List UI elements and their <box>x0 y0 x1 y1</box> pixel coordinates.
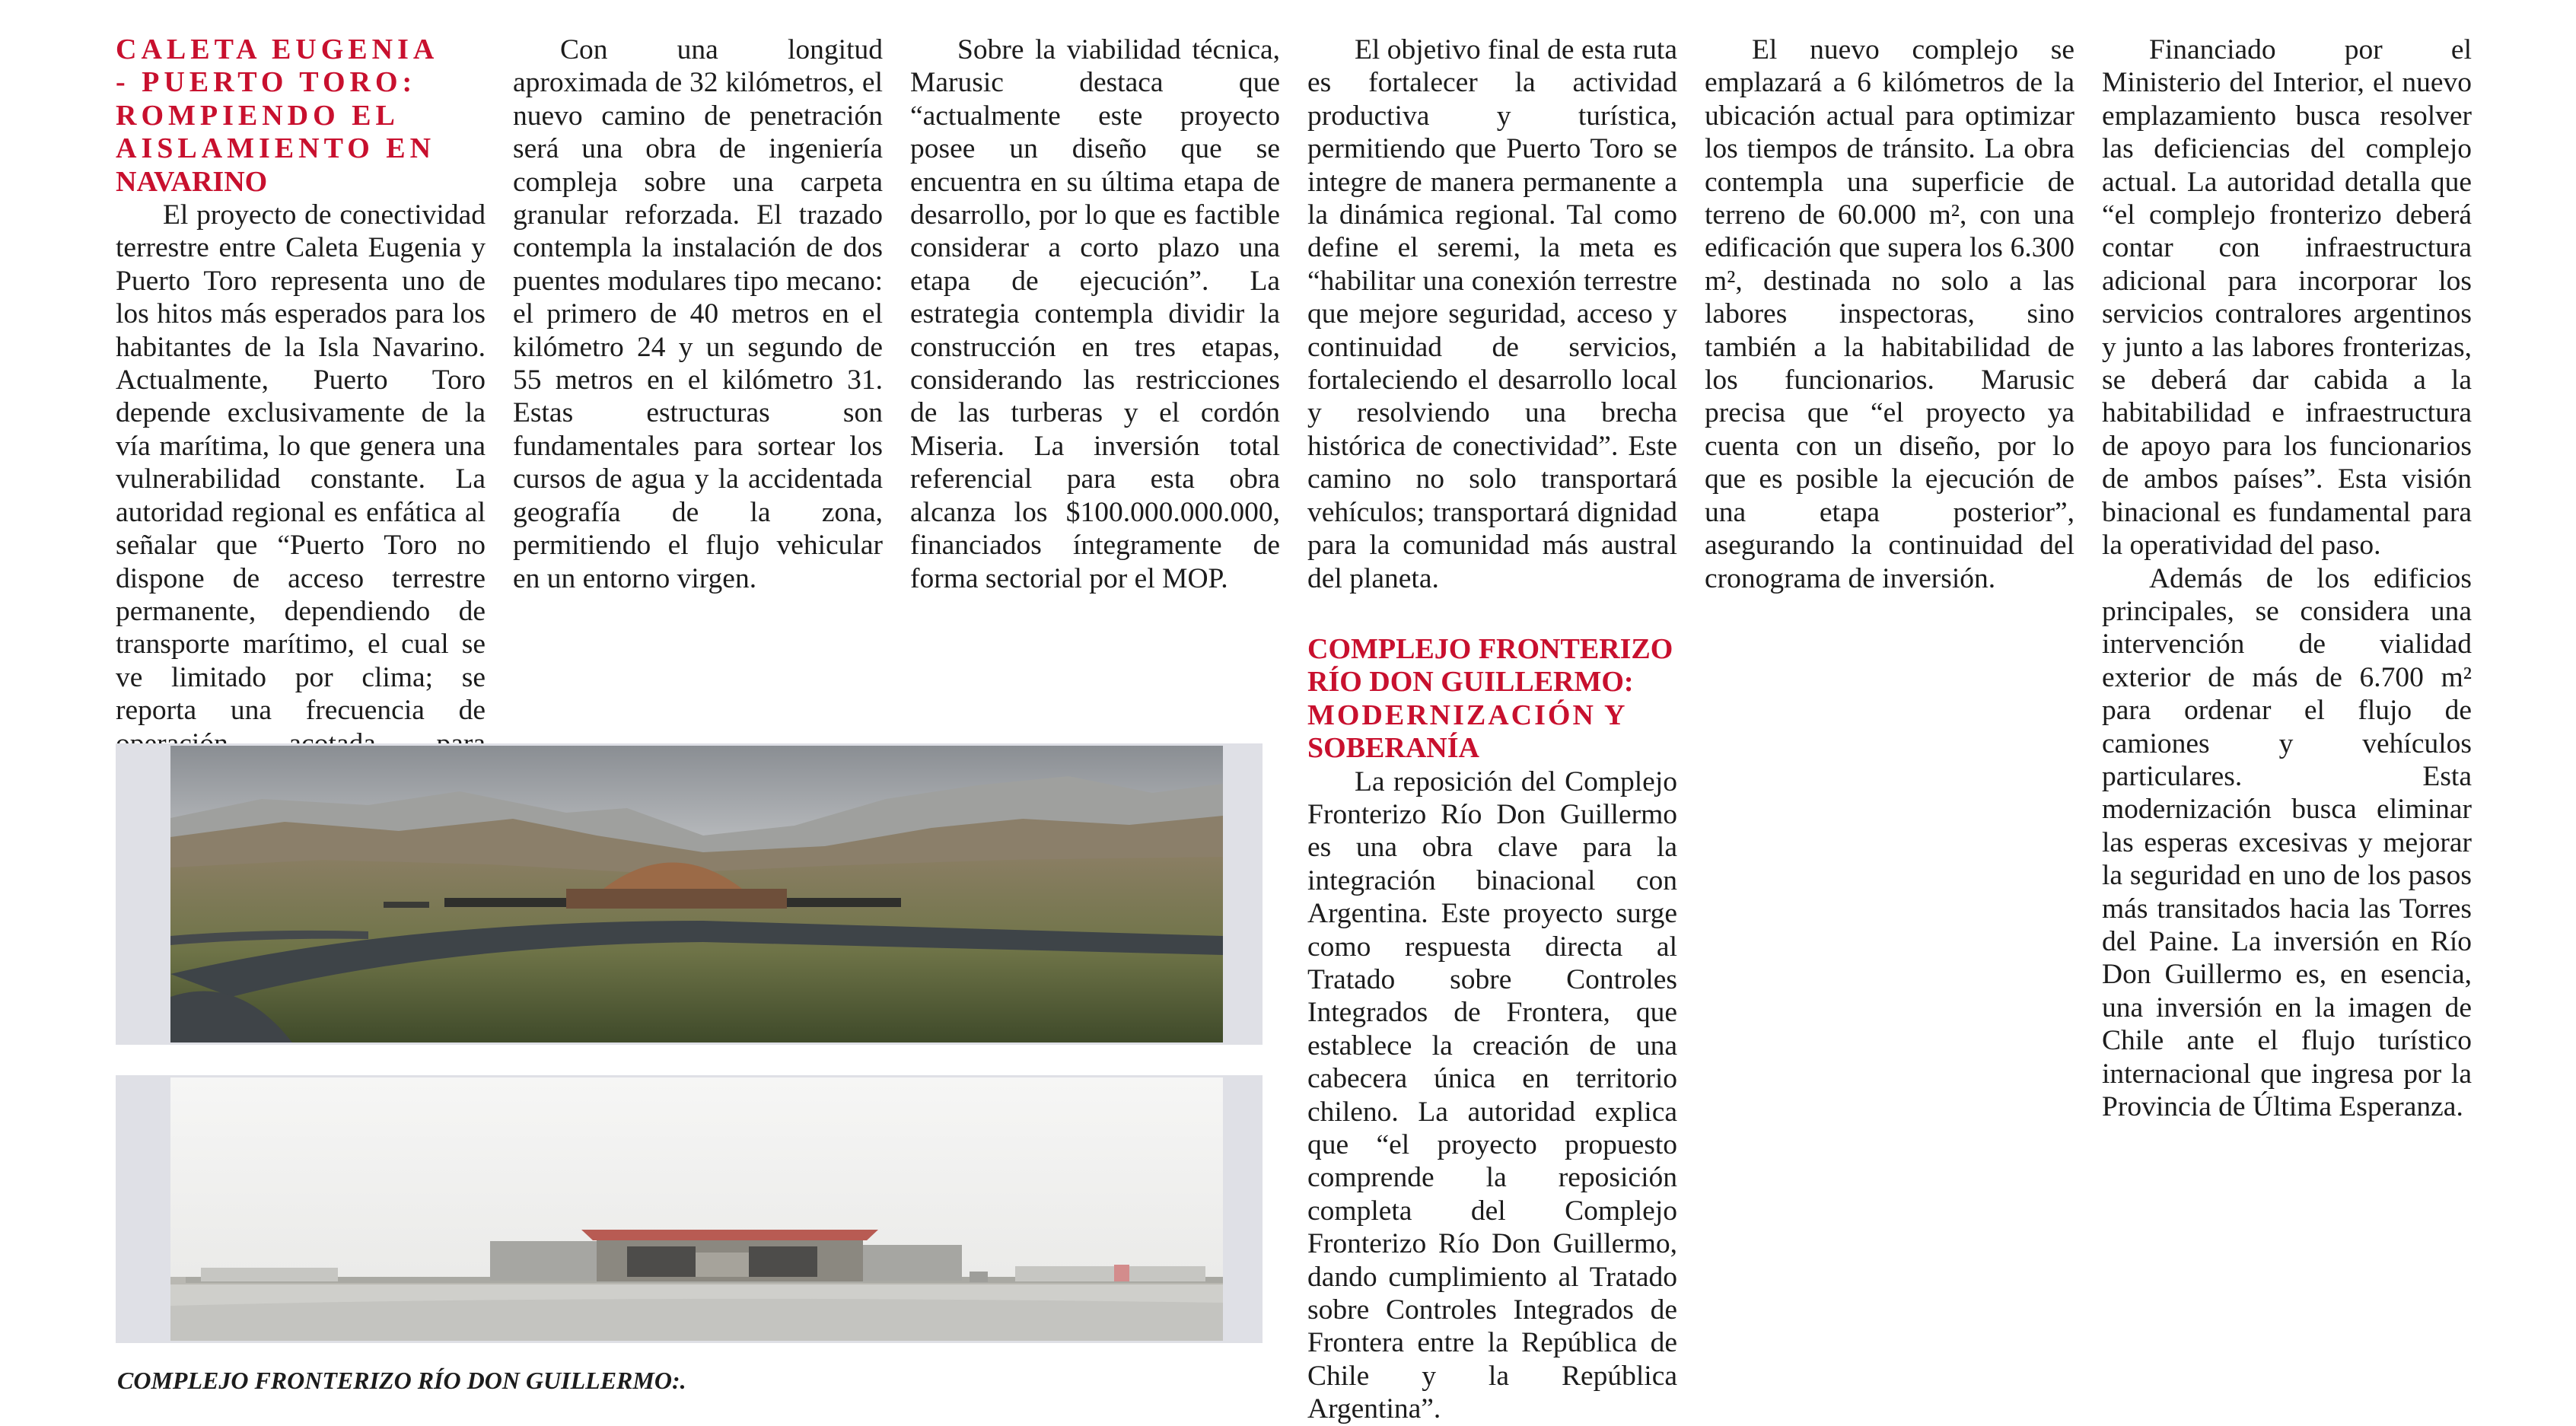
article-paragraph: Con una longitud aproximada de 32 kilómetros, el nuevo camino de penetración será una obra de ingeniería compleja sobre una carpeta granular reforzada. El trazado contempla la instalación de dos puentes modulares tipo mecano: el primero de 40 metros en el kilómetro 24 y un segundo de 55 metros en el kilómetro 31. Estas estructuras son fundamentales para sortear los cursos de agua y la accidentada geografía de la zona, permitiendo el flujo vehicular en un entorno virgen. <box>513 34 883 594</box>
text-column-4 <box>1307 33 1677 1426</box>
text-column-3 <box>910 33 1280 595</box>
text-column-6 <box>2102 33 2472 1123</box>
article-paragraph: El nuevo complejo se emplazará a 6 kilómetros de la ubicación actual para optimizar los tiempos de tránsito. La obra contempla una superficie de terreno de 60.000 m², con una edificación que supera los 6.300 m², destinada no solo a las labores inspectoras, sino también a la habitabilidad de los funcionarios. Marusic precisa que “el proyecto ya cuenta con un diseño, por lo que es posible la ejecución de una etapa posterior”, asegurando la continuidad del cronograma de inversión. <box>1705 34 2074 594</box>
article-paragraph: Sobre la viabilidad técnica, Marusic destaca que “actualmente este proyecto posee un diseño que se encuentra en su última etapa de desarrollo, por lo que es factible considerar a corto plazo una etapa de ejecución”. La estrategia contempla dividir la construcción en tres etapas, considerando las restricciones de las turberas y el cordón Miseria. La inversión total referencial para esta obra alcanza los $100.000.000.000, financiados íntegramente de forma sectorial por el MOP. <box>910 34 1280 594</box>
section-heading-caleta-eugenia: CALETA EUGENIA - PUERTO TORO: ROMPIENDO EL AISLAMIENTO EN NAVARINO <box>116 33 439 198</box>
article-paragraph: Financiado por el Ministerio del Interior, el nuevo emplazamiento busca resolver las deficiencias del complejo actual. La autoridad detalla que “el complejo fronterizo deberá contar con infraestructura adicional para incorporar los servicios contralores argentinos y junto a las labores fronterizas, se deberá dar cabida a la habitabilidad e infraestructura de apoyo para los funcionarios de ambos países”. Esta visión binacional es fundamental para la operatividad del paso. <box>2102 34 2472 562</box>
section-heading-rio-don-guillermo: COMPLEJO FRONTERIZO RÍO DON GUILLERMO: MODERNIZACIÓN Y SOBERANÍA <box>1307 632 1673 765</box>
article-paragraph: El proyecto de conectividad terrestre entre Caleta Eugenia y Puerto Toro representa uno de los hitos más esperados para los habitantes de la Isla Navarino. Actualmente, Puerto Toro depende exclusivamente de la vía marítima, lo que genera una vulnerabilidad constante. La autoridad regional es enfática al señalar que “Puerto Toro no dispone de acceso terrestre permanente, dependiendo de transporte marítimo, el cual se ve limitado por clima; se reporta una frecuencia de <box>116 199 486 727</box>
article-paragraph: El objetivo final de esta ruta es fortalecer la actividad productiva y turística, permitiendo que Puerto Toro se integre de manera permanente a la dinámica regional. Tal como define el seremi, la meta es “habilitar una conexión terrestre que mejore seguridad, acceso y continuidad de servicios, fortaleciendo el desarrollo local y resolviendo una brecha histórica de conectividad”. Este camino no solo transportará vehículos; transportará dignidad para la comunidad más austral del planeta. <box>1307 34 1677 594</box>
complex-rendering-landscape-image <box>170 746 1223 1042</box>
article-paragraph: La reposición del Complejo Fronterizo Río Don Guillermo es una obra clave para la integración binacional con Argentina. Este proyecto surge como respuesta directa al Tratado sobre Controles Integrados de Frontera, que establece la creación de una cabecera única en territorio chileno. La autoridad explica que “el proyecto propuesto comprende la reposición completa del Complejo Fronterizo Río Don Guillermo, dando cumplimiento al Tratado sobre Controles Integrados de Frontera entre la República de Chile y la República Argentina”. <box>1307 766 1677 1425</box>
photo-caption: COMPLEJO FRONTERIZO RÍO DON GUILLERMO:. <box>117 1367 686 1394</box>
article-paragraph: Además de los edificios principales, se considera una intervención de vialidad exterior de más de 6.700 m² para ordenar el flujo de camiones y vehículos particulares. Esta modernización busca eliminar las esperas excesivas y mejorar la seguridad en uno de los pasos más transitados hacia las Torres del Paine. La inversión en Río Don Guillermo es, en esencia, una inversión en la imagen de Chile ante el flujo turístico internacional que ingresa por la Provincia de Última Esperanza. <box>2102 562 2472 1122</box>
text-column-5 <box>1705 33 2074 595</box>
photo-rendering-landscape <box>116 743 1263 1045</box>
complex-rendering-building-image <box>170 1077 1223 1341</box>
photo-rendering-complex <box>116 1075 1263 1343</box>
text-column-2 <box>513 33 883 595</box>
